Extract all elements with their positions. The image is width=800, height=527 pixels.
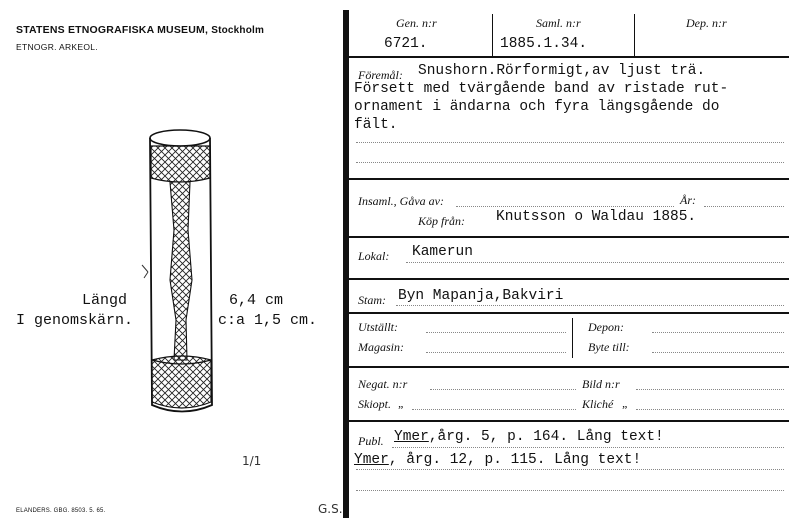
ar-label: År: <box>680 193 696 207</box>
utstallt-label: Utställt: <box>358 320 399 334</box>
kop-value: Knutsson o Waldau 1885. <box>496 209 697 225</box>
length-label: Längd <box>82 292 128 309</box>
saml-value: 1885.1.34. <box>500 36 588 52</box>
dep-label: Dep. n:r <box>686 16 727 30</box>
diameter-label: I genomskärn. <box>16 312 134 329</box>
dotted-line <box>652 332 784 333</box>
margin-mark: 1/1 <box>242 454 262 468</box>
section-rule <box>349 312 789 314</box>
dotted-line <box>426 352 566 353</box>
foremal-label: Föremål: <box>358 68 403 82</box>
saml-label: Saml. n:r <box>536 16 581 30</box>
publ-source-2: Ymer <box>354 452 389 468</box>
bild-label: Bild n:r <box>582 377 620 391</box>
negat-label: Negat. n:r <box>358 377 408 391</box>
publ-line-2: Ymer, årg. 12, p. 115. Lång text! <box>354 452 642 468</box>
dotted-line <box>636 409 784 410</box>
card-divider <box>343 10 349 518</box>
dotted-line <box>356 469 784 470</box>
insaml-label: Insaml., Gåva av: <box>358 194 444 208</box>
printer-imprint: ELANDERS. GBG. 8503. 5. 65. <box>16 508 106 514</box>
dotted-line <box>636 389 784 390</box>
kliche-label: Kliché <box>582 397 614 411</box>
foremal-line-1: Snushorn.Rörformigt,av ljust trä. <box>418 63 706 79</box>
dotted-line <box>396 305 784 306</box>
cell-divider <box>634 14 635 56</box>
cell-divider <box>572 318 573 358</box>
handwritten-initials: G.S. <box>318 502 343 516</box>
lokal-label: Lokal: <box>358 249 390 263</box>
stam-value: Byn Mapanja,Bakviri <box>398 288 564 304</box>
dotted-line <box>456 206 674 207</box>
publ-label: Publ. <box>358 434 384 448</box>
dotted-line <box>652 352 784 353</box>
section-rule <box>349 366 789 368</box>
section-rule <box>349 278 789 280</box>
diameter-value: c:a 1,5 cm. <box>218 312 318 329</box>
skiopt-label: Skiopt. <box>358 397 391 411</box>
section-rule <box>349 178 789 180</box>
foremal-line-2: Försett med tvärgående band av ristade rut- <box>354 81 729 97</box>
dotted-line <box>356 162 784 163</box>
gen-value: 6721. <box>384 36 428 52</box>
depon-label: Depon: <box>588 320 624 334</box>
kop-label: Köp från: <box>418 214 466 228</box>
section-rule <box>349 56 789 58</box>
lokal-value: Kamerun <box>412 244 473 260</box>
museum-city: Stockholm <box>211 25 265 36</box>
dotted-line <box>412 409 576 410</box>
magasin-label: Magasin: <box>358 340 404 354</box>
length-value: 6,4 cm <box>229 292 284 309</box>
snuff-horn-drawing <box>130 120 230 420</box>
publ-source-1: Ymer <box>394 429 429 445</box>
stam-label: Stam: <box>358 293 386 307</box>
byte-label: Byte till: <box>588 340 630 354</box>
dotted-line <box>704 206 784 207</box>
dotted-line <box>406 262 784 263</box>
publ-line-1: Ymer,årg. 5, p. 164. Lång text! <box>394 429 664 445</box>
section-rule <box>349 420 789 422</box>
dotted-line <box>392 447 784 448</box>
foremal-line-3: ornament i ändarna och fyra längsgående do <box>354 99 720 115</box>
kliche-value: „ <box>622 396 629 410</box>
skiopt-value: „ <box>398 396 405 410</box>
foremal-line-4: fält. <box>354 117 398 133</box>
section-rule <box>349 236 789 238</box>
gen-label: Gen. n:r <box>396 16 437 30</box>
dotted-line <box>356 142 784 143</box>
department: ETNOGR. ARKEOL. <box>16 42 98 52</box>
dotted-line <box>356 490 784 491</box>
cell-divider <box>492 14 493 56</box>
dotted-line <box>430 389 576 390</box>
museum-name: STATENS ETNOGRAFISKA MUSEUM, Stockholm <box>16 24 265 36</box>
dotted-line <box>426 332 566 333</box>
